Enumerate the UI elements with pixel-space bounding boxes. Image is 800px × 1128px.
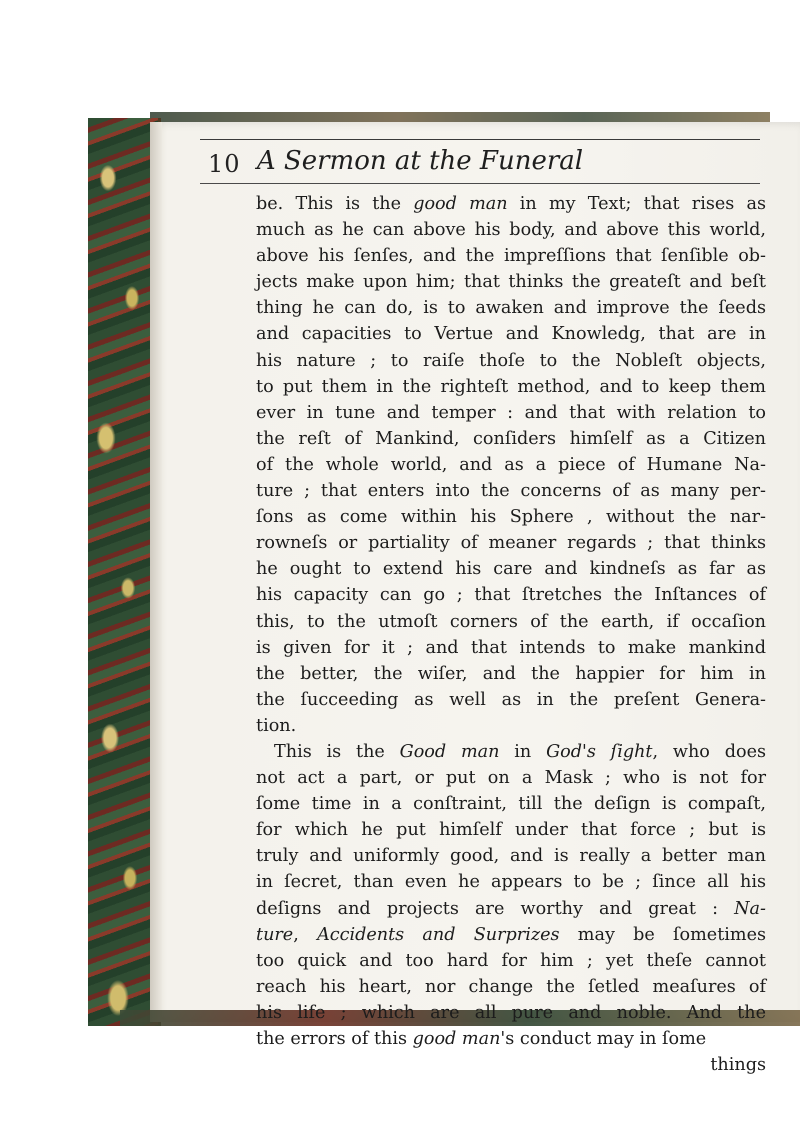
- text-run: ture ; that enters into the concerns of as many per-: [256, 481, 766, 502]
- text-line: [256, 922, 766, 948]
- text-run: much as he can above his body, and above this world,: [256, 220, 766, 241]
- italic-text: good man: [413, 194, 508, 214]
- text-line: [256, 243, 766, 269]
- italic-text: good man: [412, 1029, 501, 1049]
- text-run: 's conduct may in ſome: [500, 1029, 707, 1049]
- italic-text: God's ſight: [546, 741, 653, 762]
- text-line: [256, 426, 766, 452]
- text-line: [256, 348, 766, 374]
- running-head: A Sermon at the Funeral: [256, 146, 584, 176]
- text-run: the ſucceeding as well as in the preſent Genera-: [256, 689, 766, 710]
- italic-text: Accidents and Surprizes: [317, 924, 560, 945]
- text-line: [256, 191, 766, 217]
- text-run: ſons as come within his Sphere , without the nar-: [256, 507, 766, 528]
- text-line: [256, 452, 766, 478]
- italic-text: Good man: [399, 741, 500, 762]
- text-line: [256, 817, 766, 843]
- text-line: [256, 791, 766, 817]
- text-line: [256, 582, 766, 608]
- text-run: he ought to extend his care and kindneſs as far as: [256, 559, 766, 580]
- text-run: not act a part, or put on a Mask ; who is not for: [256, 768, 766, 789]
- text-line: [256, 661, 766, 687]
- text-run: his capacity can go ; that ſtretches the Inſtances of: [256, 585, 766, 606]
- text-run: is given for it ; and that intends to make mankind: [256, 637, 766, 658]
- text-line: [256, 1026, 766, 1052]
- text-run: to put them in the righteſt method, and to keep them: [256, 376, 766, 397]
- text-line: [256, 713, 766, 739]
- text-line: [256, 400, 766, 426]
- text-run: the errors of this: [256, 1029, 413, 1049]
- text-run: ſome time in a conſtraint, till the deſign is compaſt,: [256, 794, 766, 815]
- text-line: [256, 869, 766, 895]
- text-line: [256, 896, 766, 922]
- text-run: too quick and too hard for him ; yet theſe cannot: [256, 950, 766, 971]
- text-line: [256, 269, 766, 295]
- catchword: things: [710, 1055, 766, 1076]
- text-run: deſigns and projects are worthy and great :: [256, 898, 735, 919]
- text-line: [256, 556, 766, 582]
- text-run: tion.: [256, 715, 297, 736]
- text-run: truly and uniformly good, and is really a better man: [256, 846, 766, 867]
- paragraph-1: [256, 191, 766, 739]
- text-run: in ſecret, than even he appears to be ; ſince all his: [256, 872, 766, 893]
- text-run: and capacities to Vertue and Knowledg, that are in: [256, 324, 766, 345]
- text-run: of the whole world, and as a piece of Humane Na-: [256, 454, 766, 475]
- page-gutter: [150, 122, 162, 1022]
- text-run: reach his heart, nor change the ſetled meaſures of: [256, 976, 766, 997]
- text-run: above his ſenſes, and the impreſſions that ſenſible ob-: [256, 246, 766, 267]
- text-line: [256, 295, 766, 321]
- header-rule: [200, 183, 760, 184]
- text-line: [256, 843, 766, 869]
- text-line: [256, 1000, 766, 1026]
- text-run: ,: [293, 924, 318, 945]
- text-line: [256, 765, 766, 791]
- text-run: , who does: [652, 741, 767, 762]
- text-line: [256, 374, 766, 400]
- text-line: [256, 321, 766, 347]
- text-line: [256, 530, 766, 556]
- text-run: in: [499, 741, 547, 762]
- text-run: for which he put himſelf under that force ; but is: [256, 820, 766, 841]
- body-text: [256, 191, 766, 1078]
- paragraph-2: [256, 739, 766, 1052]
- text-run: this, to the utmoſt corners of the earth, if occaſion: [256, 611, 766, 632]
- top-rule: [200, 139, 760, 140]
- text-run: his life ; which are all pure and noble. And the: [256, 1002, 766, 1023]
- text-run: jects make upon him; that thinks the greateſt and beſt: [256, 272, 766, 293]
- text-run: the reſt of Mankind, conſiders himſelf as a Citizen: [256, 428, 766, 449]
- text-line: [256, 739, 766, 765]
- text-line: [256, 948, 766, 974]
- text-line: [256, 609, 766, 635]
- page-number: 10: [208, 150, 241, 178]
- text-run: rowneſs or partiality of meaner regards ; that thinks: [256, 533, 766, 554]
- text-line: [256, 478, 766, 504]
- text-run: may be ſometimes: [559, 924, 767, 945]
- text-line: [256, 217, 766, 243]
- text-line: [256, 687, 766, 713]
- text-run: thing he can do, is to awaken and improve the ſeeds: [256, 298, 766, 319]
- italic-text: ture: [256, 924, 294, 945]
- text-run: the better, the wiſer, and the happier for him in: [256, 663, 766, 684]
- text-line: [256, 635, 766, 661]
- italic-text: Na-: [734, 898, 766, 919]
- text-run: his nature ; to raiſe thoſe to the Nobleſt objects,: [256, 350, 766, 371]
- text-run: ever in tune and temper : and that with relation to: [256, 402, 766, 423]
- text-line: [256, 974, 766, 1000]
- text-run: be. This is the: [256, 194, 414, 214]
- text-run: in my Text; that rises as: [507, 194, 766, 214]
- text-run: This is the: [274, 741, 400, 762]
- text-line: [256, 504, 766, 530]
